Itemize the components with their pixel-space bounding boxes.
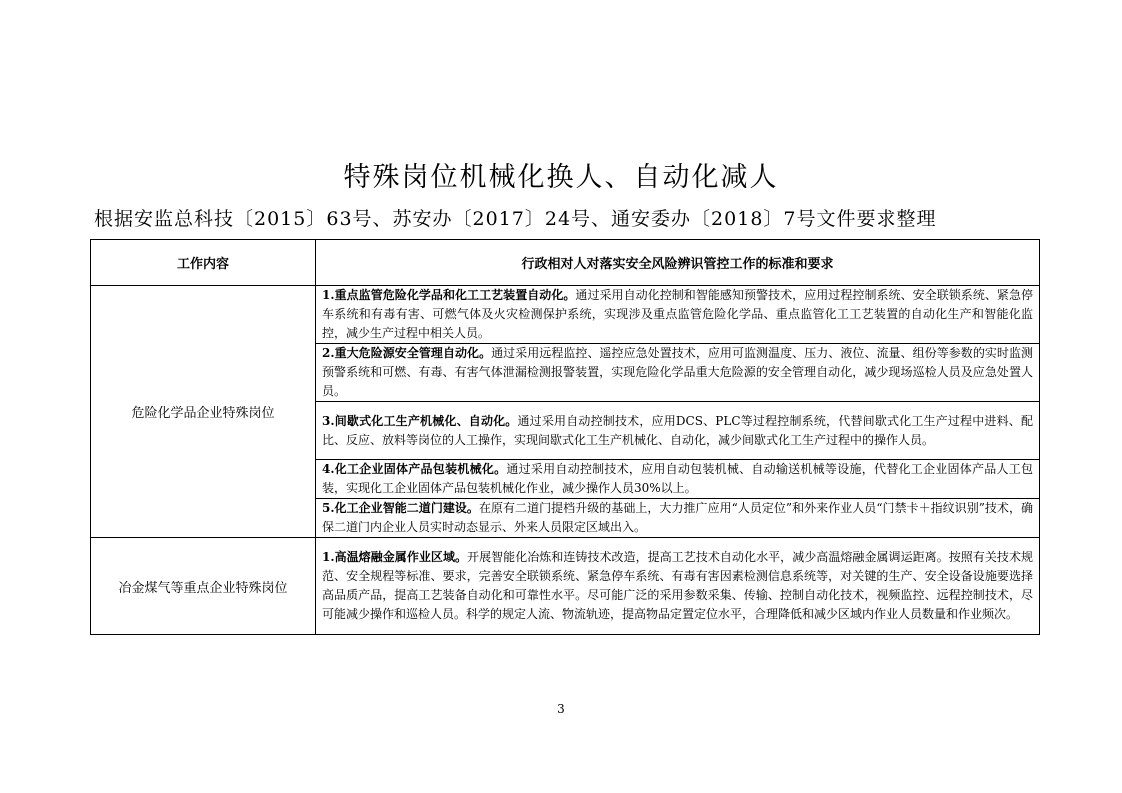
requirement-cell <box>316 286 1040 344</box>
requirement-heading: 1.高温熔融金属作业区域。 <box>322 550 468 564</box>
requirements-table <box>90 239 1040 635</box>
requirement-heading: 5.化工企业智能二道门建设。 <box>322 501 479 515</box>
requirement-cell <box>316 538 1040 635</box>
requirement-cell <box>316 402 1040 460</box>
requirement-cell <box>316 460 1040 499</box>
header-standards: 行政相对人对落实安全风险辨识管控工作的标准和要求 <box>316 240 1040 286</box>
requirement-cell <box>316 499 1040 538</box>
page-number: 3 <box>557 702 565 716</box>
requirement-heading: 1.重点监管危险化学品和化工工艺装置自动化。 <box>322 288 576 302</box>
requirement-text: 在原有二道门提档升级的基础上，大力推广应用“人员定位”和外来作业人员“门禁卡＋指纹识别”技术，确保二道门内企业人员实时动态显示、外来人员限定区域出入。 <box>322 501 1034 534</box>
table-row <box>91 286 1040 344</box>
requirement-text: 通过采用自动控制技术，应用DCS、PLC等过程控制系统，代替间歇式化工生产过程中进料、配比、反应、放料等岗位的人工操作，实现间歇式化工生产机械化、自动化，减少间歇式化工生产过程中的操作人员。 <box>322 413 1033 447</box>
category-cell: 危险化学品企业特殊岗位 <box>91 286 316 538</box>
table-header-row <box>91 240 1040 286</box>
requirement-heading: 3.间歇式化工生产机械化、自动化。 <box>322 413 518 428</box>
header-work-content: 工作内容 <box>91 240 316 286</box>
requirement-heading: 4.化工企业固体产品包装机械化。 <box>322 462 507 476</box>
requirement-text: 通过采用自动化控制和智能感知预警技术，应用过程控制系统、安全联锁系统、紧急停车系统和有毒有害、可燃气体及火灾检测保护系统，实现涉及重点监管危险化学品、重点监管化工工艺装置的自动化生产和智能化监控，减少生产过程中相关人员。 <box>322 288 1033 340</box>
document-subtitle: 根据安监总科技〔2015〕63号、苏安办〔2017〕24号、通安委办〔2018〕7号文件要求整理 <box>94 208 937 230</box>
table-row <box>91 538 1040 635</box>
requirement-cell <box>316 344 1040 402</box>
document-title: 特殊岗位机械化换人、自动化减人 <box>343 162 779 193</box>
category-cell: 冶金煤气等重点企业特殊岗位 <box>91 538 316 635</box>
requirement-text: 开展智能化冶炼和连铸技术改造，提高工艺技术自动化水平，减少高温熔融金属调运距离。按照有关技术规范、安全规程等标准、要求，完善安全联锁系统、紧急停车系统、有毒有害因素检测信息系统等，对关键的生产、安全设备设施要选择高品质产品，提高工艺装备自动化和可靠性水平。尽可能广泛的采用参数采集、传输、控制自动化技术，视频监控、远程控制技术，尽可能减少操作和巡检人员。科学的规定人流、物流轨迹，提高物品定置定位水平，合理降低和减少区域内作业人员数量和作业频次。 <box>322 550 1033 621</box>
requirement-text: 通过采用远程监控、遥控应急处置技术，应用可监测温度、压力、液位、流量、组份等参数的实时监测预警系统和可燃、有毒、有害气体泄漏检测报警装置，实现危险化学品重大危险源的安全管理自动化，减少现场巡检人员及应急处置人员。 <box>322 346 1033 398</box>
requirement-heading: 2.重大危险源安全管理自动化。 <box>322 346 492 360</box>
requirement-text: 通过采用自动控制技术，应用自动包装机械、自动输送机械等设施，代替化工企业固体产品人工包装，实现化工企业固体产品包装机械化作业，减少操作人员30%以上。 <box>322 462 1033 495</box>
